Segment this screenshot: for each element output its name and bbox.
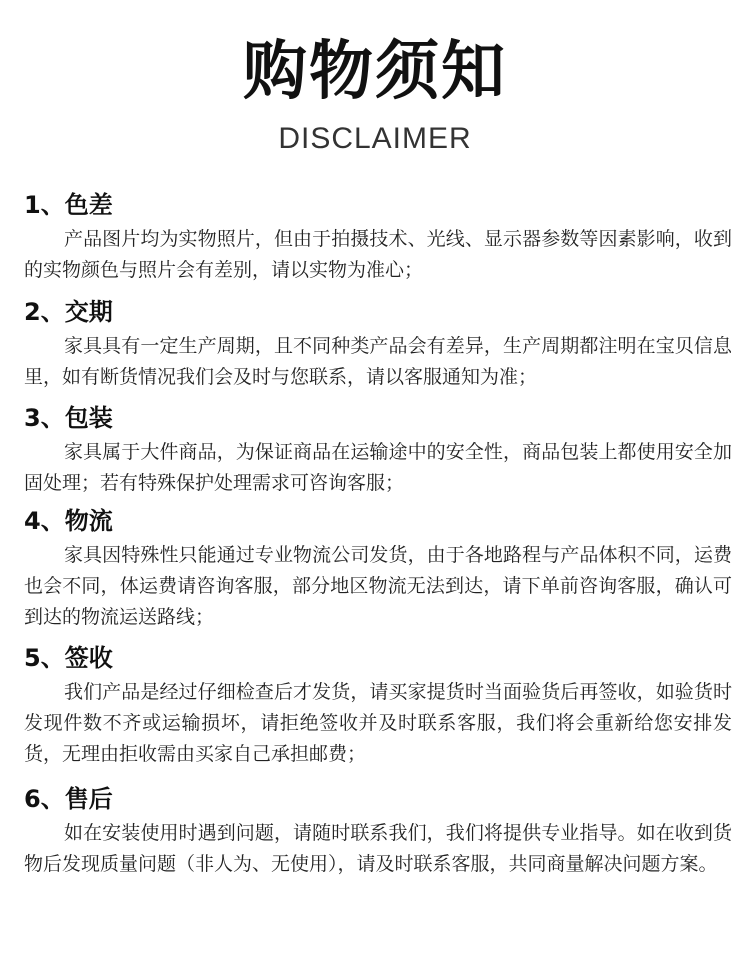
- section-packaging: [24, 403, 732, 499]
- section-body: 家具属于大件商品，为保证商品在运输途中的安全性，商品包装上都使用安全加固处理；若有特殊保护处理需求可咨询客服；: [24, 441, 732, 494]
- section-body: 家具具有一定生产周期，且不同种类产品会有差异，生产周期都注明在宝贝信息里，如有断货情况我们会及时与您联系，请以客服通知为准；: [24, 335, 732, 388]
- section-heading: 1、色差: [24, 191, 113, 219]
- section-heading: 3、包装: [24, 404, 113, 432]
- section-logistics: [24, 506, 732, 633]
- page-title: 购物须知: [243, 35, 507, 109]
- section-heading: 5、签收: [24, 644, 113, 672]
- section-body: 家具因特殊性只能通过专业物流公司发货，由于各地路程与产品体积不同，运费也会不同，体运费请咨询客服，部分地区物流无法到达，请下单前咨询客服，确认可到达的物流运送路线；: [24, 544, 732, 628]
- section-delivery-time: [24, 297, 732, 393]
- section-body: 产品图片均为实物照片，但由于拍摄技术、光线、显示器参数等因素影响，收到的实物颜色与照片会有差别，请以实物为准心；: [24, 228, 732, 281]
- section-heading: 6、售后: [24, 785, 113, 813]
- section-heading: 4、物流: [24, 507, 113, 535]
- section-signing: [24, 643, 732, 770]
- section-body: 我们产品是经过仔细检查后才发货，请买家提货时当面验货后再签收，如验货时发现件数不齐或运输损坏，请拒绝签收并及时联系客服，我们将会重新给您安排发货，无理由拒收需由买家自己承担邮费；: [24, 681, 732, 765]
- section-heading: 2、交期: [24, 298, 113, 326]
- section-body: 如在安装使用时遇到问题，请随时联系我们，我们将提供专业指导。如在收到货物后发现质量问题（非人为、无使用），请及时联系客服，共同商量解决问题方案。: [24, 822, 732, 875]
- section-color-difference: [24, 190, 732, 286]
- page-subtitle: DISCLAIMER: [278, 122, 472, 155]
- section-after-sales: [24, 784, 732, 880]
